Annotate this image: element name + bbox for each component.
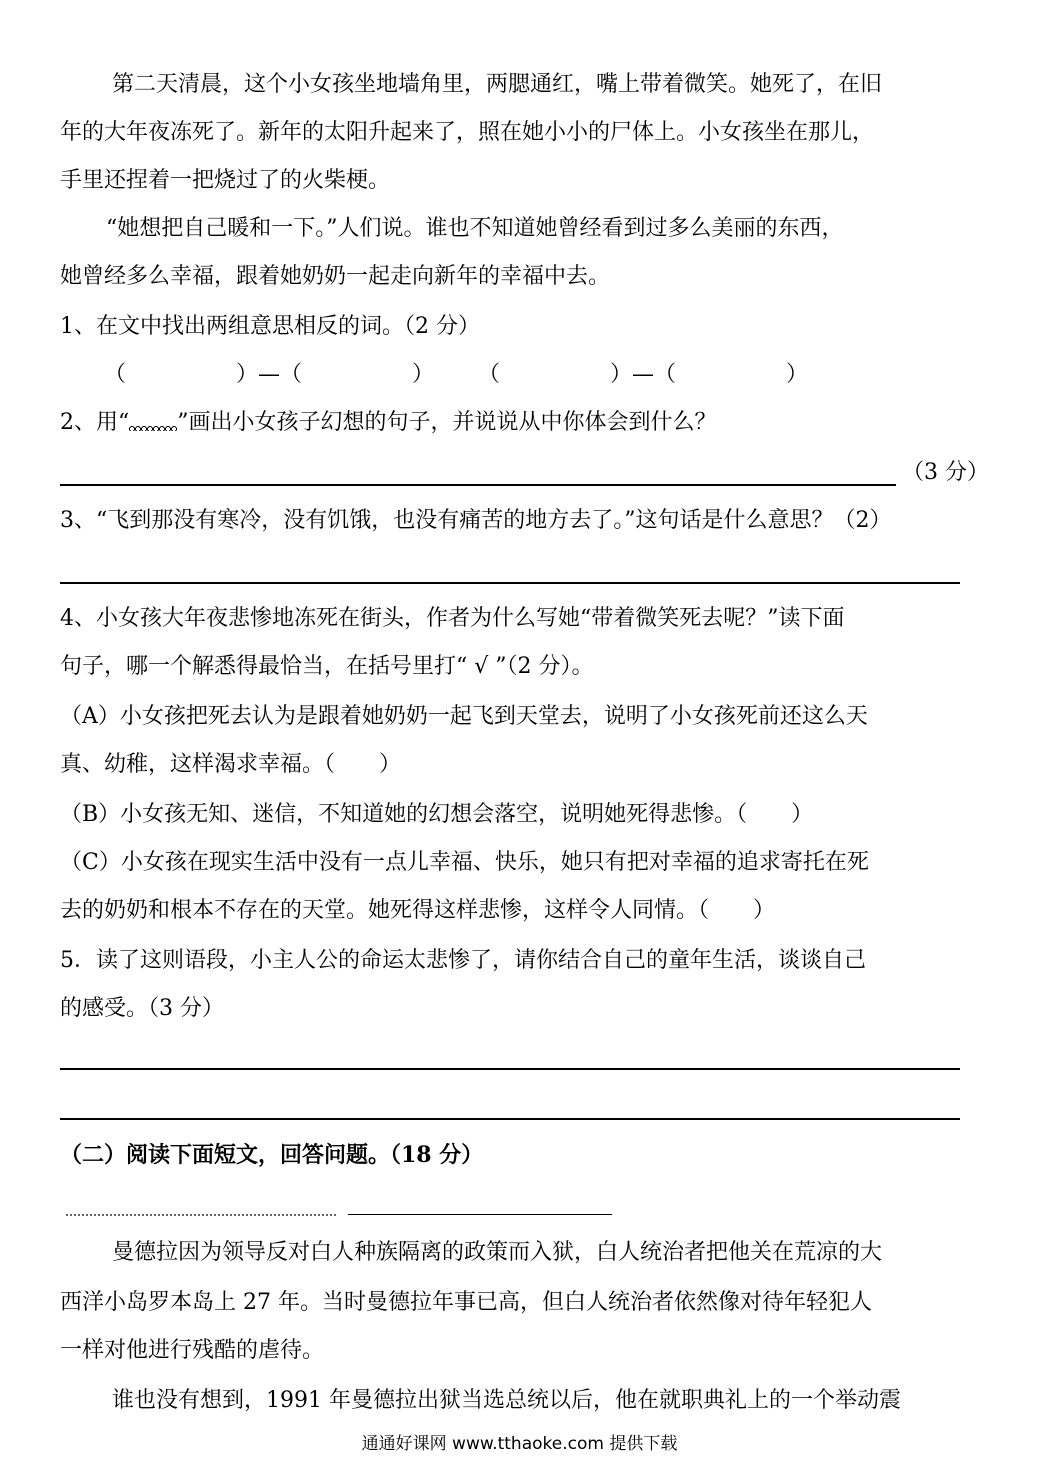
question-2-score: （3 分） <box>902 460 989 485</box>
question-4-option-b[interactable]: （B）小女孩无知、迷信，不知道她的幻想会落空，说明她死得悲惨。（ ） <box>60 802 814 827</box>
wavy-underline-icon <box>129 421 177 431</box>
question-4-option-c-line1: （C）小女孩在现实生活中没有一点儿幸福、快乐，她只有把对幸福的追求寄托在死 <box>60 850 869 875</box>
question-1: 1、在文中找出两组意思相反的词。（2 分） <box>60 314 480 339</box>
question-4-line2: 句子，哪一个解悉得最恰当，在括号里打“ √ ”（2 分）。 <box>60 654 594 679</box>
section-2-p1-line3: 一样对他进行残酷的虐待。 <box>60 1338 325 1363</box>
page-footer: 通通好课网 www.tthaoke.com 提供下载 <box>361 1434 678 1454</box>
question-5-line1: 5．读了这则语段，小主人公的命运太悲惨了，请你结合自己的童年生活，谈谈自己 <box>60 948 866 973</box>
passage1-p1-line1: 第二天清晨，这个小女孩坐地墙角里，两腮通红，嘴上带着微笑。她死了，在旧 <box>112 72 883 97</box>
section-2-p2-line1: 谁也没有想到，1991 年曼德拉出狱当选总统以后，他在就职典礼上的一个举动震 <box>112 1388 901 1413</box>
section-2-heading: （二）阅读下面短文，回答问题。（18 分） <box>60 1142 484 1168</box>
dotted-separator-right <box>348 1214 612 1215</box>
question-1-answer-blanks[interactable]: （ ）—（ ） （ ）—（ ） <box>104 362 809 387</box>
section-2-p1-line1: 曼德拉因为领导反对白人种族隔离的政策而入狱，白人统治者把他关在荒凉的大 <box>112 1240 883 1265</box>
question-3: 3、“飞到那没有寒冷，没有饥饿，也没有痛苦的地方去了。”这句话是什么意思？（2） <box>60 508 892 533</box>
question-5-answer-line-2[interactable] <box>60 1118 960 1120</box>
passage1-p2-line1: “她想把自己暖和一下。”人们说。谁也不知道她曾经看到过多么美丽的东西， <box>106 216 844 241</box>
question-2-answer-line[interactable] <box>60 484 896 486</box>
question-3-answer-line[interactable] <box>60 582 960 584</box>
question-5-answer-line-1[interactable] <box>60 1068 960 1070</box>
passage1-p1-line2: 年的大年夜冻死了。新年的太阳升起来了，照在她小小的尸体上。小女孩坐在那儿， <box>60 120 875 145</box>
section-2-p1-line2: 西洋小岛罗本岛上 27 年。当时曼德拉年事已高，但白人统治者依然像对待年轻犯人 <box>60 1290 872 1315</box>
passage1-p1-line3: 手里还捏着一把烧过了的火柴梗。 <box>60 168 391 193</box>
dotted-separator-left <box>66 1214 336 1216</box>
question-2-text-after: ”画出小女孩子幻想的句子，并说说从中你体会到什么？ <box>177 410 717 435</box>
question-4-option-a-line2[interactable]: 真、幼稚，这样渴求幸福。（ ） <box>60 752 402 777</box>
question-4-option-c-line2[interactable]: 去的奶奶和根本不存在的天堂。她死得这样悲惨，这样令人同情。（ ） <box>60 898 776 923</box>
question-5-line2: 的感受。（3 分） <box>60 996 224 1021</box>
question-4-option-a-line1: （A）小女孩把死去认为是跟着她奶奶一起飞到天堂去，说明了小女孩死前还这么天 <box>60 704 868 729</box>
passage1-p2-line2: 她曾经多么幸福，跟着她奶奶一起走向新年的幸福中去。 <box>60 264 611 289</box>
question-2-text-before: 2、用“ <box>60 410 130 435</box>
question-4-line1: 4、小女孩大年夜悲惨地冻死在街头，作者为什么写她“带着微笑死去呢？”读下面 <box>60 606 845 631</box>
question-2 <box>60 408 717 438</box>
